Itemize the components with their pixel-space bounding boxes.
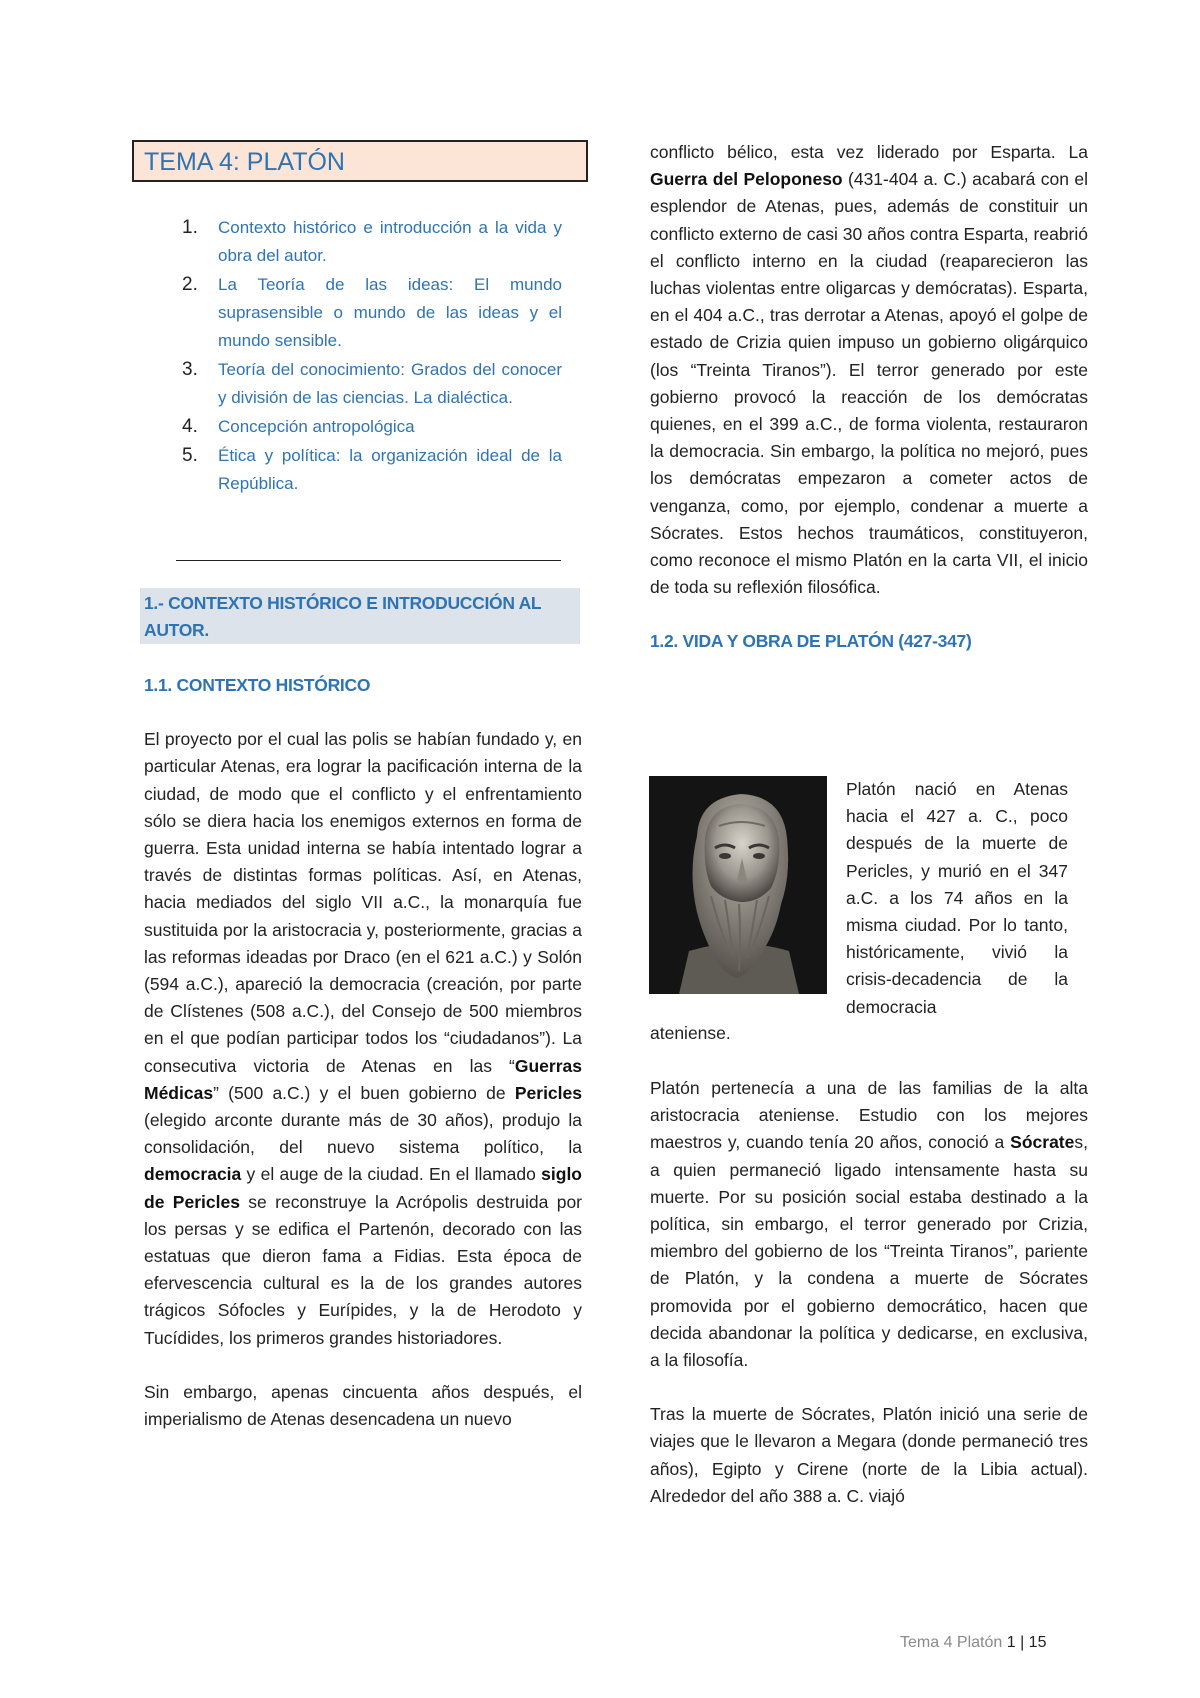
paragraph-context (144, 726, 582, 1352)
bold-socrates: Sócrate (1010, 1132, 1075, 1153)
toc-item-text: La Teoría de las ideas: El mundo suprasensible o mundo de las ideas y el mundo sensible. (218, 275, 562, 350)
plato-bust-drawing (649, 776, 827, 994)
left-column (144, 672, 582, 1433)
text-run: se reconstruye la Acrópolis destruida por los persas y se edifica el Partenón, decorado con las estatuas que dieron fama a Fidias. Esta época de efervescencia cultural es la de los grandes autores trágicos Sófocles y Eurípides, y la de Herodoto y Tucídides, los primeros grandes historiadores. (144, 1191, 583, 1348)
text-run: (431-404 a. C.) acabará con el esplendor de Atenas, pues, además de constituir un conflicto externo de casi 30 años contra Esparta, reabrió el conflicto interno en la ciudad (reaparecieron las luchas violentas entre oligarcas y demócratas). Esparta, en el 404 a.C., tras derrotar a Atenas, apoyó el golpe de estado de Crizia quien impuso un gobierno oligárquico (los “Treinta Tiranos”). El terror generado por este gobierno provocó la reacción de los demócratas quienes, en el 399 a.C., de forma violenta, restauraron la democracia. Sin embargo, la política no mejoró, pues los demócratas empezaron a cometer actos de venganza, como, por ejemplo, condenar a muerte a Sócrates. Estos hechos traumáticos, constituyeron, como reconoce el mismo Platón en la carta VII, el inicio de toda su reflexión filosófica. (650, 169, 1088, 598)
toc-item[interactable]: 1. Contexto histórico e introducción a la vida y obra del autor. (182, 217, 562, 265)
plato-bust-image (649, 776, 827, 994)
title-box (132, 140, 588, 182)
text-run: s, a quien permaneció ligado intensamente hasta su muerte. Por su posición social estaba destinado a la política, sin embargo, el terror generado por Crizia, miembro del gobierno de los “Treinta Tiranos”, pariente de Platón, y la condena a muerte de Sócrates promovida por el gobierno democrático, hacen que decida abandonar la política y dedicarse, en exclusiva, a la filosofía. (650, 1132, 1088, 1371)
text-run: y el auge de la ciudad. En el llamado (241, 1164, 542, 1185)
text-run: ” (500 a.C.) y el buen gobierno de (213, 1082, 515, 1103)
page-title: TEMA 4: PLATÓN (144, 148, 345, 176)
section-heading: 1.- CONTEXTO HISTÓRICO E INTRODUCCIÓN AL AUTOR. (144, 593, 542, 640)
toc-item[interactable]: 4. Concepción antropológica (182, 416, 415, 437)
toc-item-text: Ética y política: la organización ideal de la República. (218, 446, 562, 493)
text-run: (elegido arconte durante más de 30 años), produjo la consolidación, del nuevo sistema político, la (144, 1110, 582, 1158)
page-number: 1 | 15 (1006, 1634, 1047, 1651)
right-column-bottom (650, 1075, 1088, 1510)
section-heading-band (140, 588, 580, 644)
paragraph-birth-end: ateniense. (650, 1023, 731, 1043)
bold-democracia: democracia (144, 1164, 242, 1185)
text-run: El proyecto por el cual las polis se habían fundado y, en particular Atenas, era lograr la pacificación interna de la ciudad, de modo que el conflicto y el enfrentamiento sólo se diera hacia los enemigos externos en forma de guerra. Esta unidad interna se había intentado lograr a través de distintas formas políticas. Así, en Atenas, hacia mediados del siglo VII a.C., la monarquía fue sustituida por la aristocracia y, posteriormente, gracias a las reformas ideadas por Draco (en el 621 a.C.) y Solón (594 a.C.), apareció la democracia (creación, por parte de Clístenes (508 a.C.), del Consejo de 500 miembros en el que podían participar todos los “ciudadanos”). La consecutiva victoria de Atenas en las “ (144, 729, 582, 1076)
bold-guerra-peloponeso: Guerra del Peloponeso (650, 169, 843, 190)
right-column-top (650, 139, 1088, 656)
table-of-contents (144, 214, 562, 499)
toc-item[interactable]: 5. Ética y política: la organización ideal de la República. (182, 445, 562, 493)
paragraph-family (650, 1075, 1088, 1374)
divider (176, 560, 561, 561)
paragraph-peloponnese (650, 139, 1088, 601)
toc-item[interactable]: 2. La Teoría de las ideas: El mundo suprasensible o mundo de las ideas y el mundo sensible. (182, 274, 562, 350)
toc-item[interactable]: 3. Teoría del conocimiento: Grados del conocer y división de las ciencias. La dialéctica. (182, 359, 562, 407)
page-footer (900, 1634, 1046, 1652)
bold-pericles: Pericles (514, 1082, 582, 1103)
text-run: Platón pertenecía a una de las familias de la alta aristocracia ateniense. Estudio con los mejores maestros y, cuando tenía 20 años, conoció a (650, 1078, 1088, 1153)
paragraph-travels: Tras la muerte de Sócrates, Platón inició una serie de viajes que le llevaron a Megara (donde permaneció tres años), Egipto y Cirene (norte de la Libia actual). Alrededor del año 388 a. C. viajó (650, 1404, 1088, 1506)
text-run: conflicto bélico, esta vez liderado por Esparta. La (650, 142, 1088, 162)
toc-item-text: Teoría del conocimiento: Grados del conocer y división de las ciencias. La dialéctica. (218, 360, 562, 407)
paragraph-birth: Platón nació en Atenas hacia el 427 a. C., poco después de la muerte de Pericles, y murió en el 347 a.C. a los 74 años en la misma ciudad. Por lo tanto, históricamente, vivió la crisis-decadencia de la democracia (846, 779, 1068, 1017)
paragraph-imperialism: Sin embargo, apenas cincuenta años después, el imperialismo de Atenas desencadena un nuevo (144, 1381, 582, 1430)
footer-label: Tema 4 Platón (900, 1634, 1003, 1651)
portrait-caption-text (846, 776, 1068, 1021)
toc-item-text: Concepción antropológica (218, 417, 415, 436)
toc-item-text: Contexto histórico e introducción a la vida y obra del autor. (218, 218, 562, 265)
bold-siglo-pericles: siglo de Pericles (144, 1164, 582, 1212)
subsection-heading-life: 1.2. VIDA Y OBRA DE PLATÓN (427-347) (650, 631, 972, 652)
subsection-heading-context: 1.1. CONTEXTO HISTÓRICO (144, 675, 371, 695)
bold-guerras-medicas: Guerras Médicas (144, 1055, 582, 1103)
